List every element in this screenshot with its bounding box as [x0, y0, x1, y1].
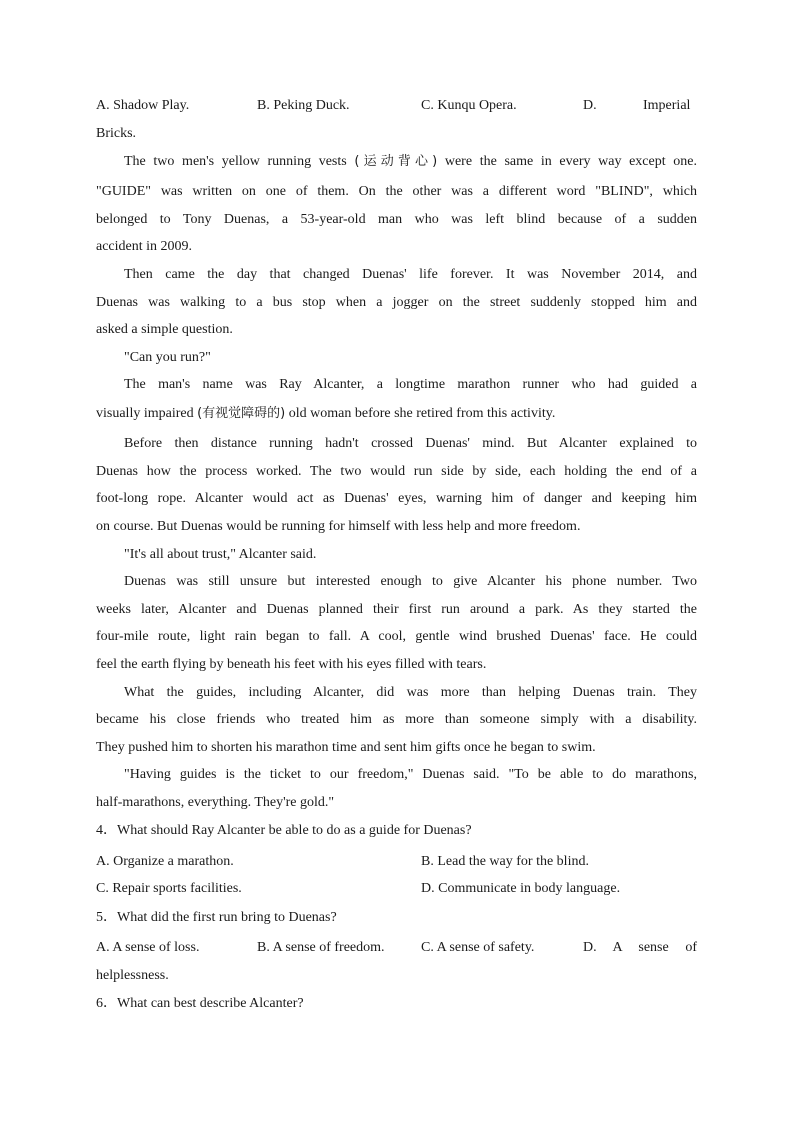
passage-line: foot-long rope. Alcanter would act as Duenas' eyes, warning him of danger and keeping him	[96, 491, 697, 506]
passage-line: Before then distance running hadn't crossed Duenas' mind. But Alcanter explained to	[124, 436, 697, 451]
passage-line: Duenas was still unsure but interested enough to give Alcanter his phone number. Two	[124, 574, 697, 589]
q4-option-c: C. Repair sports facilities.	[96, 881, 242, 896]
q5-option-c: C. A sense of safety.	[421, 940, 535, 955]
q5-option-b: B. A sense of freedom.	[257, 940, 385, 955]
passage-line: half-marathons, everything. They're gold."	[96, 795, 335, 810]
passage-line: The man's name was Ray Alcanter, a longtime marathon runner who had guided a	[124, 377, 697, 392]
passage-line: weeks later, Alcanter and Duenas planned their first run around a park. As they started the	[96, 602, 697, 617]
q3-option-d-continued: Bricks.	[96, 126, 137, 141]
passage-line: on course. But Duenas would be running for himself with less help and more freedom.	[96, 519, 581, 534]
passage-line: They pushed him to shorten his marathon time and sent him gifts once he began to swim.	[96, 740, 596, 755]
q3-option-c: C. Kunqu Opera.	[421, 98, 517, 113]
passage-line: "It's all about trust," Alcanter said.	[124, 547, 317, 562]
passage-text: visually impaired	[96, 406, 198, 421]
passage-line: belonged to Tony Duenas, a 53-year-old man who was left blind because of a sudden	[96, 212, 697, 227]
passage-line	[124, 153, 697, 171]
passage-text: The two men's yellow running vests	[124, 154, 355, 169]
q3-option-a: A. Shadow Play.	[96, 98, 190, 113]
passage-line: asked a simple question.	[96, 322, 233, 337]
passage-line	[96, 405, 697, 423]
passage-text: old woman before she retired from this activity.	[285, 406, 556, 421]
passage-line: What the guides, including Alcanter, did was more than helping Duenas train. They	[124, 685, 697, 700]
passage-line: "Having guides is the ticket to our freedom," Duenas said. "To be able to do marathons,	[124, 767, 697, 782]
chinese-gloss: (有视觉障碍的)	[197, 406, 286, 421]
q3-option-d-text: Imperial	[643, 98, 691, 113]
passage-text: were the same in every way except one.	[437, 154, 697, 169]
question-4-stem: 4．What should Ray Alcanter be able to do as a guide for Duenas?	[96, 823, 472, 838]
q5-option-d-continued: helplessness.	[96, 968, 169, 983]
passage-line: Duenas how the process worked. The two would run side by side, each holding the end of a	[96, 464, 697, 479]
passage-line: Then came the day that changed Duenas' life forever. It was November 2014, and	[124, 267, 697, 282]
passage-line: accident in 2009.	[96, 239, 193, 254]
q4-option-a: A. Organize a marathon.	[96, 854, 234, 869]
q4-option-d: D. Communicate in body language.	[421, 881, 621, 896]
passage-line: "GUIDE" was written on one of them. On the other was a different word "BLIND", which	[96, 184, 697, 199]
question-6-stem: 6．What can best describe Alcanter?	[96, 996, 304, 1011]
passage-line: feel the earth flying by beneath his feet with his eyes filled with tears.	[96, 657, 487, 672]
q5-option-d: D. A sense of	[583, 940, 697, 955]
q3-option-b: B. Peking Duck.	[257, 98, 350, 113]
chinese-gloss: (运动背心)	[354, 154, 438, 169]
question-5-stem: 5．What did the first run bring to Duenas?	[96, 910, 337, 925]
q3-option-d: D.	[583, 98, 597, 113]
passage-line: Duenas was walking to a bus stop when a jogger on the street suddenly stopped him and	[96, 295, 697, 310]
passage-line: became his close friends who treated him as more than someone simply with a disability.	[96, 712, 697, 727]
q4-option-b: B. Lead the way for the blind.	[421, 854, 589, 869]
passage-line: "Can you run?"	[124, 350, 211, 365]
q5-option-a: A. A sense of loss.	[96, 940, 200, 955]
passage-line: four-mile route, light rain began to fall. A cool, gentle wind brushed Duenas' face. He could	[96, 629, 697, 644]
